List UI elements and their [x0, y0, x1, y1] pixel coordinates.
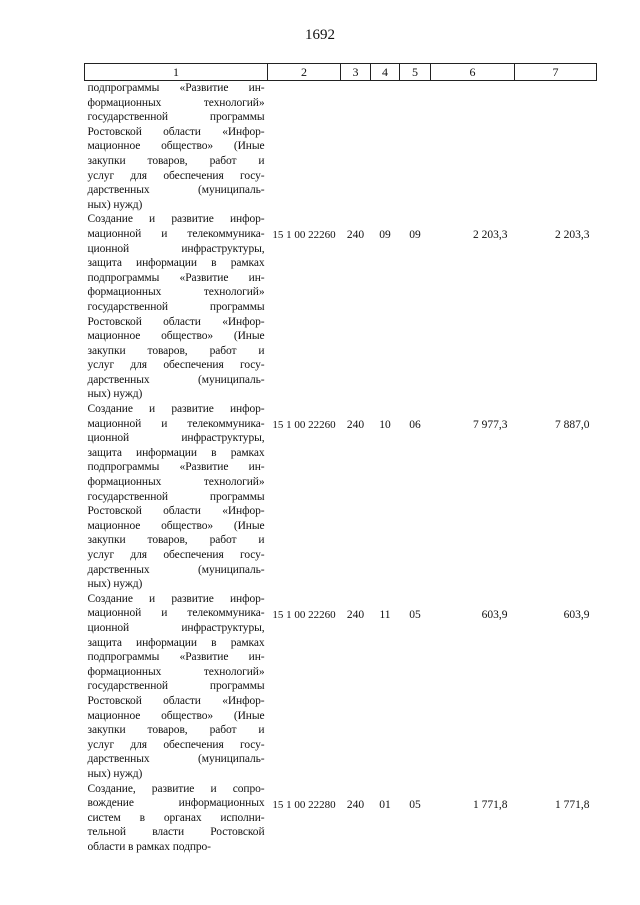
- section-code: 11: [379, 608, 391, 621]
- description-line: Ростовской области «Инфор-: [87, 505, 265, 518]
- expense-type-code: 240: [346, 229, 365, 242]
- description-line: защита информации в рамках: [87, 636, 265, 649]
- description-line: формационных технологий»: [87, 286, 265, 299]
- description-line: дарственных (муниципаль-: [87, 373, 265, 386]
- description-line: Создание и развитие инфор-: [87, 213, 265, 226]
- description-line: подпрограммы «Развитие ин-: [87, 82, 265, 94]
- expense-type-code: 240: [346, 608, 365, 621]
- header-col-5: 5: [400, 64, 431, 81]
- description-line: ционной инфраструктуры,: [87, 621, 265, 634]
- target-article-code: 15 1 00 22260: [272, 229, 336, 242]
- table-row: [85, 212, 597, 402]
- description-line: Ростовской области «Инфор-: [87, 125, 265, 138]
- amount-year-1: 2 203,3: [473, 229, 508, 242]
- description-line: Ростовской области «Инфор-: [87, 315, 265, 328]
- description-line: закупки товаров, работ и: [87, 724, 265, 737]
- header-col-4: 4: [371, 64, 400, 81]
- header-col-7: 7: [515, 64, 597, 81]
- description-line: тельной власти Ростовской: [87, 826, 265, 839]
- amount-year-2: 7 887,0: [555, 419, 590, 432]
- amount-year-2: 2 203,3: [555, 229, 590, 242]
- description-line: закупки товаров, работ и: [87, 154, 265, 167]
- description-line: дарственных (муниципаль-: [87, 184, 265, 197]
- description-line: мационной и телекоммуника-: [87, 227, 265, 240]
- description-line: формационных технологий»: [87, 476, 265, 489]
- description-line: мационное общество» (Иные: [87, 519, 265, 532]
- description-line: ционной инфраструктуры,: [87, 432, 265, 445]
- budget-table: [84, 63, 597, 854]
- row-description: [85, 592, 268, 782]
- description-line: мационное общество» (Иные: [87, 709, 265, 722]
- description-line: услуг для обеспечения госу-: [87, 169, 265, 182]
- table-row: [85, 402, 597, 592]
- table-row: [85, 782, 597, 855]
- target-article-code: 15 1 00 22280: [272, 798, 336, 811]
- description-line: защита информации в рамках: [87, 446, 265, 459]
- subsection-code: 09: [409, 229, 421, 242]
- section-code: 10: [379, 419, 391, 432]
- description-line: ных) нужд): [87, 767, 143, 780]
- section-code: 01: [379, 798, 391, 811]
- description-line: государственной программы: [87, 680, 265, 693]
- amount-year-2: [515, 81, 597, 213]
- description-line: услуг для обеспечения госу-: [87, 738, 265, 751]
- description-line: государственной программы: [87, 300, 265, 313]
- description-line: дарственных (муниципаль-: [87, 563, 265, 576]
- description-line: подпрограммы «Развитие ин-: [87, 651, 265, 664]
- description-line: ных) нужд): [87, 388, 143, 401]
- description-line: систем в органах исполни-: [87, 811, 265, 824]
- target-article-code: 15 1 00 22260: [272, 419, 336, 432]
- header-col-2: 2: [268, 64, 341, 81]
- row-description: [85, 402, 268, 592]
- amount-year-1: 7 977,3: [473, 419, 508, 432]
- table-row: [85, 592, 597, 782]
- description-line: Ростовской области «Инфор-: [87, 694, 265, 707]
- subsection-code: 05: [409, 608, 421, 621]
- description-line: ных) нужд): [87, 198, 143, 211]
- row-description: [85, 81, 268, 213]
- description-line: подпрограммы «Развитие ин-: [87, 271, 265, 284]
- subsection-code: [400, 81, 431, 213]
- subsection-code: 05: [409, 798, 421, 811]
- description-line: защита информации в рамках: [87, 257, 265, 270]
- header-col-1: 1: [85, 64, 268, 81]
- page-number: 1692: [305, 27, 335, 43]
- description-line: государственной программы: [87, 111, 265, 124]
- description-line: мационное общество» (Иные: [87, 330, 265, 343]
- description-line: ционной инфраструктуры,: [87, 242, 265, 255]
- table-header-row: [85, 64, 597, 81]
- amount-year-1: 1 771,8: [473, 798, 508, 811]
- description-line: Создание и развитие инфор-: [87, 403, 265, 416]
- description-line: Создание и развитие инфор-: [87, 592, 265, 605]
- header-col-3: 3: [341, 64, 371, 81]
- expense-type-code: 240: [346, 419, 365, 432]
- description-line: мационной и телекоммуника-: [87, 417, 265, 430]
- description-line: Создание, развитие и сопро-: [87, 782, 265, 795]
- subsection-code: 06: [409, 419, 421, 432]
- description-line: вождение информационных: [87, 797, 265, 810]
- description-line: формационных технологий»: [87, 665, 265, 678]
- row-description: [85, 782, 268, 855]
- description-line: ных) нужд): [87, 578, 143, 591]
- amount-year-2: 603,9: [563, 608, 590, 621]
- amount-year-1: [431, 81, 515, 213]
- expense-type-code: [341, 81, 371, 213]
- target-article-code: 15 1 00 22260: [272, 608, 336, 621]
- description-line: дарственных (муниципаль-: [87, 753, 265, 766]
- amount-year-1: 603,9: [481, 608, 508, 621]
- target-article-code: [268, 81, 341, 213]
- description-line: закупки товаров, работ и: [87, 344, 265, 357]
- amount-year-2: 1 771,8: [555, 798, 590, 811]
- description-line: мационное общество» (Иные: [87, 140, 265, 153]
- description-line: области в рамках подпро-: [87, 840, 211, 853]
- row-description: [85, 212, 268, 402]
- description-line: государственной программы: [87, 490, 265, 503]
- description-line: закупки товаров, работ и: [87, 534, 265, 547]
- description-line: формационных технологий»: [87, 96, 265, 109]
- section-code: [371, 81, 400, 213]
- description-line: подпрограммы «Развитие ин-: [87, 461, 265, 474]
- expense-type-code: 240: [346, 798, 365, 811]
- table-body: [85, 81, 597, 855]
- section-code: 09: [379, 229, 391, 242]
- description-line: услуг для обеспечения госу-: [87, 359, 265, 372]
- description-line: услуг для обеспечения госу-: [87, 549, 265, 561]
- description-line: мационной и телекоммуника-: [87, 607, 265, 620]
- header-col-6: 6: [431, 64, 515, 81]
- table-row: [85, 81, 597, 213]
